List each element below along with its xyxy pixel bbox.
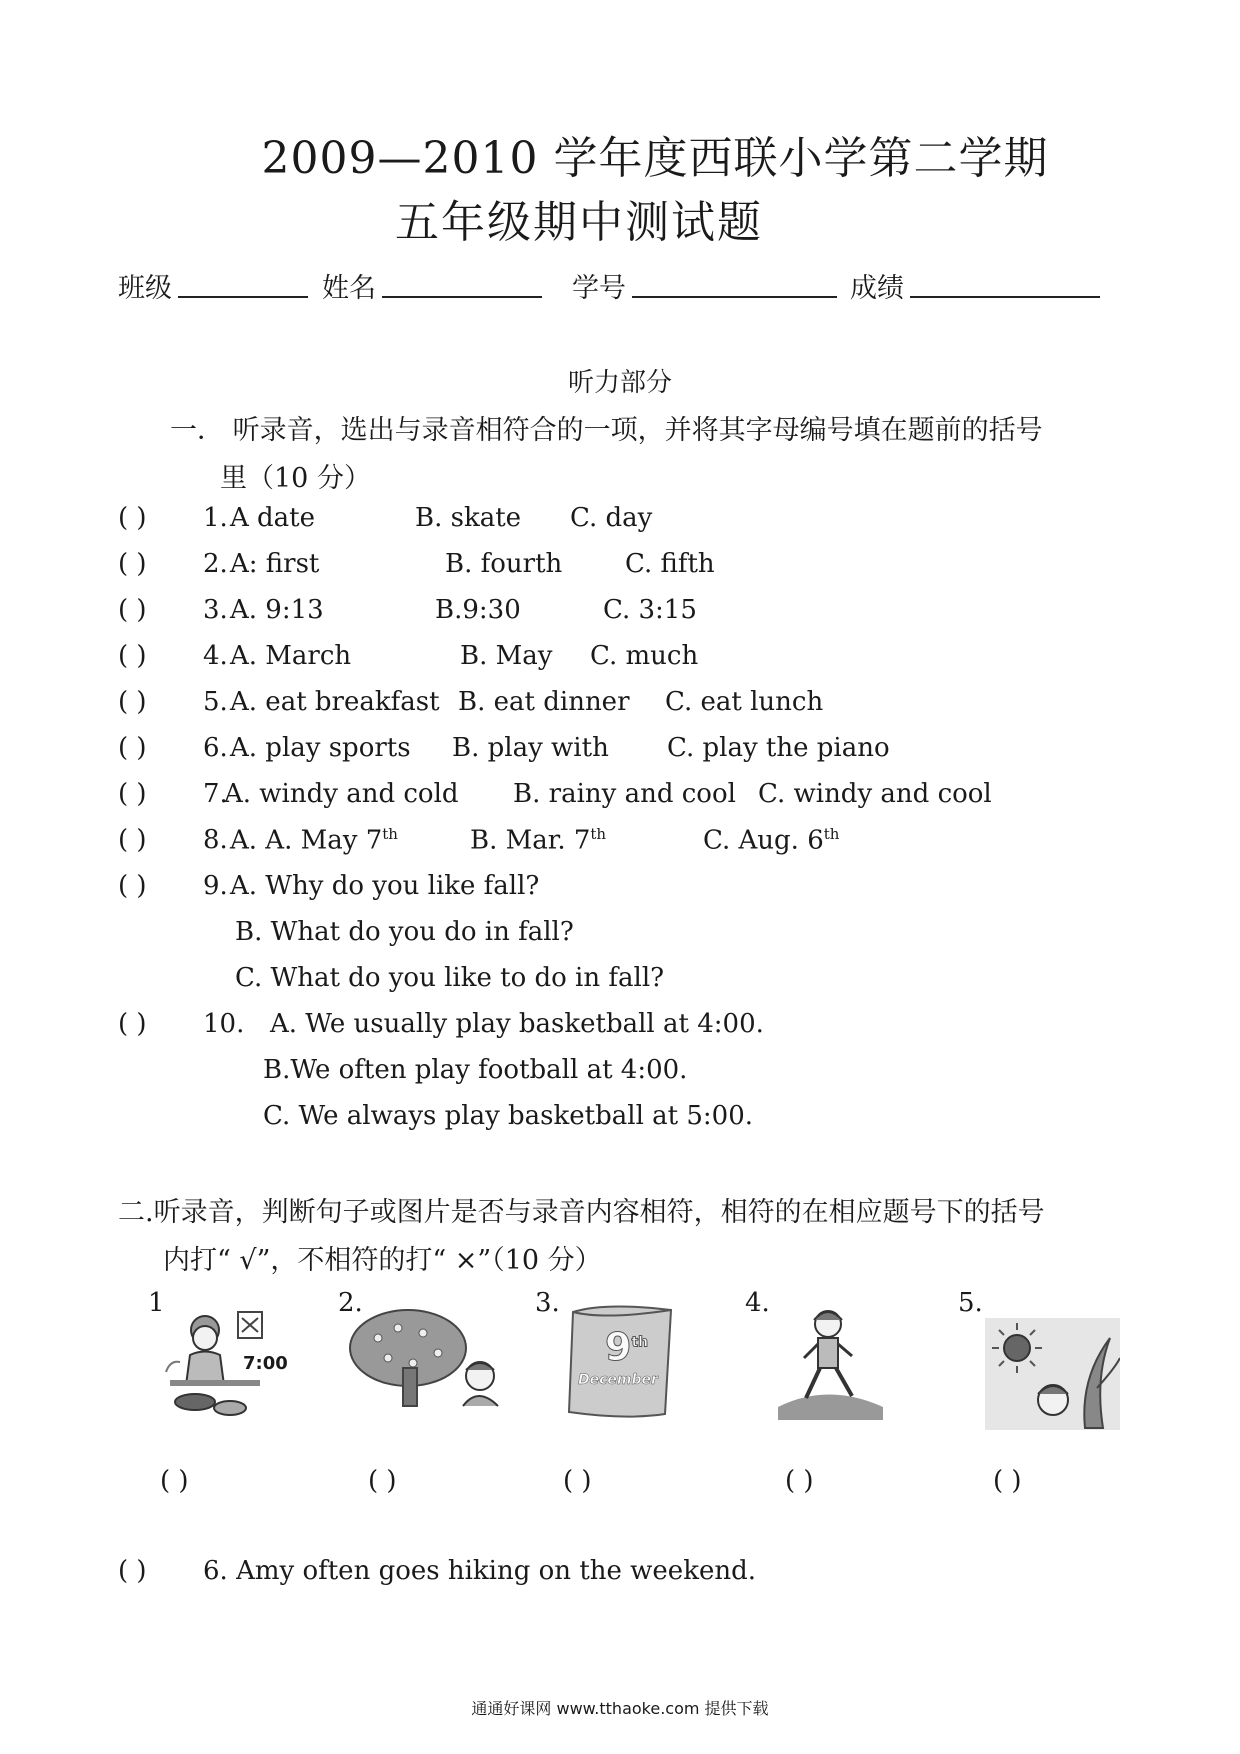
q9-option-b: B. What do you do in fall? xyxy=(235,917,574,947)
class-blank[interactable] xyxy=(178,296,308,298)
option-b: B. skate xyxy=(415,503,522,533)
answer-bracket[interactable]: ( ) xyxy=(118,733,147,763)
name-label: 姓名 xyxy=(322,273,376,304)
picture-5-answer-bracket[interactable]: ( ) xyxy=(993,1466,1022,1496)
picture-girl-hiking xyxy=(768,1302,888,1422)
picture-4-answer-bracket[interactable]: ( ) xyxy=(785,1466,814,1496)
q10-option-a: A. We usually play basketball at 4:00. xyxy=(270,1009,764,1039)
question-number: 7. xyxy=(203,779,228,809)
option-c: C. much xyxy=(590,641,699,671)
part2-instruction-line1: 二.听录音，判断句子或图片是否与录音内容相符，相符的在相应题号下的括号 xyxy=(118,1197,1045,1228)
answer-bracket[interactable]: ( ) xyxy=(118,779,147,809)
exam-title-line1: 2009—2010 学年度西联小学第二学期 xyxy=(261,133,1049,184)
calendar-month: December xyxy=(578,1372,658,1388)
picture-apple-tree-boy xyxy=(348,1308,503,1408)
picture-number-1: 1 xyxy=(148,1288,165,1318)
question-number: 4. xyxy=(203,641,228,671)
option-b: B. play with xyxy=(452,733,609,763)
option-c: C. fifth xyxy=(625,549,715,579)
answer-bracket-q10[interactable]: ( ) xyxy=(118,1009,147,1039)
picture-number-5: 5. xyxy=(958,1288,983,1318)
answer-bracket-q9[interactable]: ( ) xyxy=(118,871,147,901)
option-c: C. eat lunch xyxy=(665,687,824,717)
option-a: A. windy and cold xyxy=(224,779,459,809)
option-b: B.9:30 xyxy=(435,595,521,625)
question-number-q10: 10. xyxy=(203,1009,245,1039)
q8-option-a: A. A. May 7th xyxy=(230,825,398,856)
option-c: C. windy and cool xyxy=(758,779,992,809)
option-c: C. day xyxy=(570,503,653,533)
q9-option-c: C. What do you like to do in fall? xyxy=(235,963,665,993)
footer-source-credit: 通通好课网 www.tthaoke.com 提供下载 xyxy=(471,1699,769,1718)
question-number-q8: 8. xyxy=(203,825,228,855)
question-number: 5. xyxy=(203,687,228,717)
option-a: A. 9:13 xyxy=(230,595,324,625)
part1-instruction-line1: 一． 听录音，选出与录音相符合的一项，并将其字母编号填在题前的括号 xyxy=(170,415,1043,446)
clock-time-label: 7:00 xyxy=(243,1353,288,1374)
question-number: 6. xyxy=(203,733,228,763)
exam-title-line2: 五年级期中测试题 xyxy=(395,197,763,248)
picture-3-answer-bracket[interactable]: ( ) xyxy=(563,1466,592,1496)
part2-instruction-line2: 内打“ √”，不相符的打“ ×”（10 分） xyxy=(163,1245,602,1276)
listening-section-title: 听力部分 xyxy=(567,368,672,398)
class-label: 班级 xyxy=(118,273,172,304)
option-c: C. play the piano xyxy=(667,733,890,763)
question-number: 2. xyxy=(203,549,228,579)
picture-number-3: 3. xyxy=(535,1288,560,1318)
option-a: A date xyxy=(230,503,316,533)
option-a: A. March xyxy=(230,641,352,671)
question-number: 3. xyxy=(203,595,228,625)
option-a: A. play sports xyxy=(230,733,411,763)
student-number-label: 学号 xyxy=(572,273,626,304)
part1-instruction-line2: 里（10 分） xyxy=(220,463,371,494)
question-number: 1. xyxy=(203,503,228,533)
q10-option-c: C. We always play basketball at 5:00. xyxy=(263,1101,754,1131)
option-c: C. 3:15 xyxy=(603,595,697,625)
answer-bracket-q8[interactable]: ( ) xyxy=(118,825,147,855)
option-a: A. eat breakfast xyxy=(230,687,440,717)
picture-number-2: 2. xyxy=(338,1288,363,1318)
name-blank[interactable] xyxy=(382,296,542,298)
score-label: 成绩 xyxy=(850,273,904,304)
student-number-blank[interactable] xyxy=(632,296,837,298)
picture-1-answer-bracket[interactable]: ( ) xyxy=(160,1466,189,1496)
option-b: B. fourth xyxy=(445,549,563,579)
q8-option-c: C. Aug. 6th xyxy=(703,825,840,856)
q8-option-b: B. Mar. 7th xyxy=(470,825,607,856)
picture-hot-sunny-day xyxy=(985,1318,1120,1430)
option-b: B. eat dinner xyxy=(458,687,630,717)
answer-bracket[interactable]: ( ) xyxy=(118,549,147,579)
part2-q6-statement: 6. Amy often goes hiking on the weekend. xyxy=(203,1556,756,1586)
score-blank[interactable] xyxy=(910,296,1100,298)
q9-option-a: A. Why do you like fall? xyxy=(230,871,540,901)
q10-option-b: B.We often play football at 4:00. xyxy=(263,1055,688,1085)
picture-number-4: 4. xyxy=(745,1288,770,1318)
answer-bracket[interactable]: ( ) xyxy=(118,595,147,625)
calendar-day: 9th xyxy=(605,1325,649,1369)
answer-bracket[interactable]: ( ) xyxy=(118,503,147,533)
option-b: B. May xyxy=(460,641,553,671)
option-a: A: first xyxy=(230,549,320,579)
answer-bracket[interactable]: ( ) xyxy=(118,687,147,717)
answer-bracket-part2-q6[interactable]: ( ) xyxy=(118,1556,147,1586)
answer-bracket[interactable]: ( ) xyxy=(118,641,147,671)
question-number-q9: 9. xyxy=(203,871,228,901)
option-b: B. rainy and cool xyxy=(513,779,736,809)
picture-2-answer-bracket[interactable]: ( ) xyxy=(368,1466,397,1496)
